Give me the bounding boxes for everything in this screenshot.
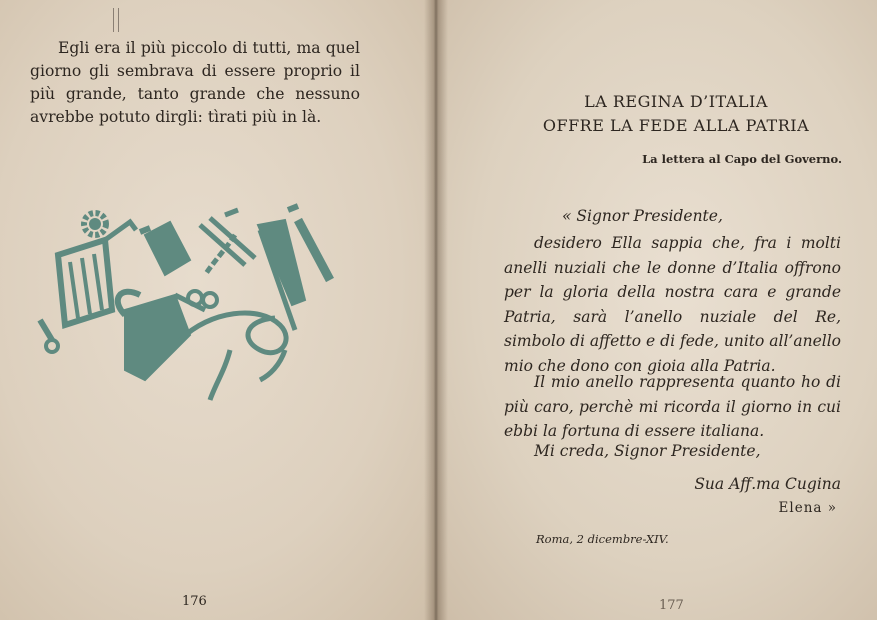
page-number-right: 177 <box>659 598 684 613</box>
household-metal-objects-icon <box>30 200 360 410</box>
title-line-1: LA REGINA D’ITALIA <box>584 92 768 111</box>
place-date: Roma, 2 dicembre-XIV. <box>536 532 669 546</box>
margin-mark <box>113 8 119 32</box>
letter-body-3: Mi creda, Signor Presidente, <box>534 442 761 460</box>
letter-closing: Sua Aff.ma Cugina <box>694 475 841 493</box>
letter-body-1: desidero Ella sappia che, fra i molti anelli nuziali che le donne d’Italia offrono per la gloria della nostra cara e grande Patria, sarà l’anello nuziale del Re, simbolo di affetto e di fede, unito all’anello mio che dono con gioia alla Patria. <box>504 234 841 375</box>
page-number-left: 176 <box>182 594 207 609</box>
left-paragraph: Egli era il più piccolo di tutti, ma quel giorno gli sembrava di essere proprio il più grande, tanto grande che nessuno avrebbe potuto dirgli: tìrati più in là. <box>30 39 360 126</box>
right-page <box>436 0 877 620</box>
left-page <box>0 0 436 620</box>
letter-signature: Elena » <box>778 500 837 516</box>
letter-body-2: Il mio anello rappresenta quanto ho di più caro, perchè mi ricorda il giorno in cui ebbi la fortuna di essere italiana. <box>504 373 841 440</box>
letter-salutation: « Signor Presidente, <box>562 207 723 225</box>
subtitle: La lettera al Capo del Governo. <box>642 152 842 166</box>
book-gutter <box>424 0 448 620</box>
title-line-2: OFFRE LA FEDE ALLA PATRIA <box>542 116 810 135</box>
